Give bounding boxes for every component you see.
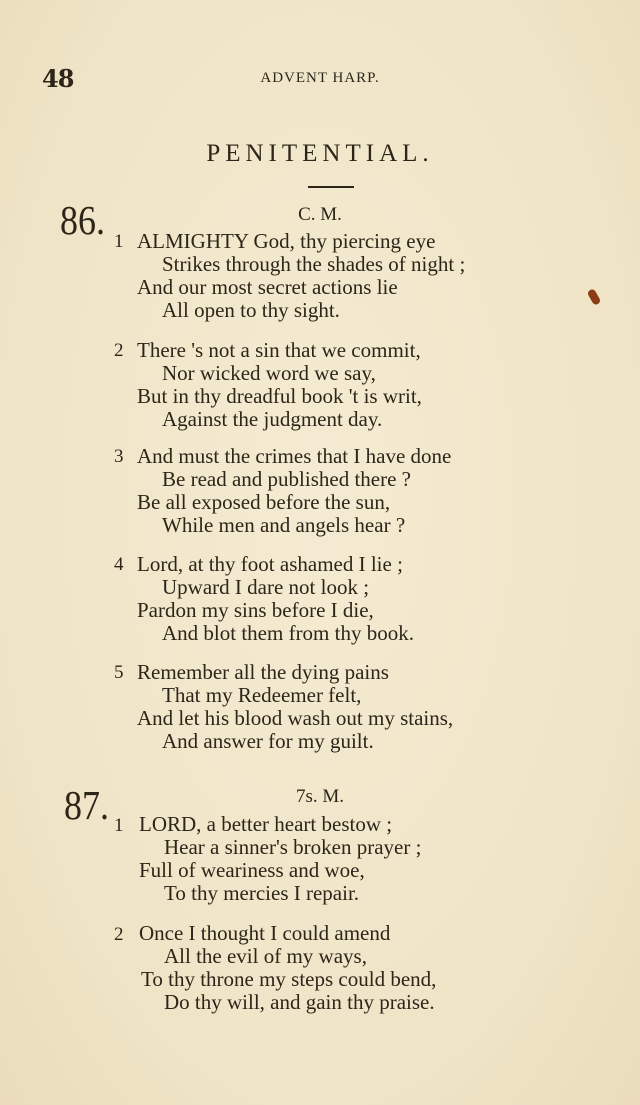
verse-line: Do thy will, and gain thy praise. <box>164 990 435 1014</box>
verse-line: And must the crimes that I have done <box>137 444 452 468</box>
hymn-meter: 7s. M. <box>295 786 345 807</box>
verse-number: 2 <box>114 340 124 361</box>
verse-line: Nor wicked word we say, <box>162 361 376 385</box>
verse-number: 3 <box>114 446 124 467</box>
verse-line: And let his blood wash out my stains, <box>137 706 454 730</box>
page-number: 48 <box>42 64 74 93</box>
hymn-number: 87. <box>64 782 109 829</box>
verse-line: Upward I dare not look ; <box>162 575 370 599</box>
ink-stain <box>587 288 602 306</box>
verse-line: Once I thought I could amend <box>139 921 391 945</box>
verse-line: While men and angels hear ? <box>162 513 406 537</box>
verse-number: 2 <box>114 924 124 945</box>
verse-line: Hear a sinner's broken prayer ; <box>164 835 422 859</box>
hymn-number: 86. <box>60 197 105 244</box>
verse-number: 1 <box>114 815 124 836</box>
hymn-meter: C. M. <box>298 204 342 225</box>
verse-line: To thy mercies I repair. <box>164 881 360 905</box>
verse-line: Be read and published there ? <box>162 467 411 491</box>
verse-line: All the evil of my ways, <box>164 944 367 968</box>
verse-line: There 's not a sin that we commit, <box>137 338 421 362</box>
verse-line: That my Redeemer felt, <box>162 683 362 707</box>
verse-line: And blot them from thy book. <box>162 621 414 645</box>
verse-line: To thy throne my steps could bend, <box>141 967 437 991</box>
verse-line: LORD, a better heart bestow ; <box>139 812 393 836</box>
verse-line: And answer for my guilt. <box>162 729 374 753</box>
verse-line: Full of weariness and woe, <box>139 858 365 882</box>
verse-line: All open to thy sight. <box>162 298 340 322</box>
title-rule <box>308 186 354 188</box>
running-head: ADVENT HARP. <box>260 70 380 86</box>
verse-line: Pardon my sins before I die, <box>137 598 374 622</box>
verse-line: Remember all the dying pains <box>137 660 389 684</box>
verse-line: And our most secret actions lie <box>137 275 398 299</box>
verse-line: Lord, at thy foot ashamed I lie ; <box>137 552 403 576</box>
verse-number: 5 <box>114 662 124 683</box>
verse-line: Strikes through the shades of night ; <box>162 252 466 276</box>
verse-number: 1 <box>114 231 124 252</box>
verse-line: Be all exposed before the sun, <box>137 490 391 514</box>
verse-line: ALMIGHTY God, thy piercing eye <box>137 229 436 253</box>
verse-number: 4 <box>114 554 124 575</box>
verse-line: But in thy dreadful book 't is writ, <box>137 384 422 408</box>
verse-line: Against the judgment day. <box>162 407 383 431</box>
section-title: PENITENTIAL. <box>206 140 434 167</box>
